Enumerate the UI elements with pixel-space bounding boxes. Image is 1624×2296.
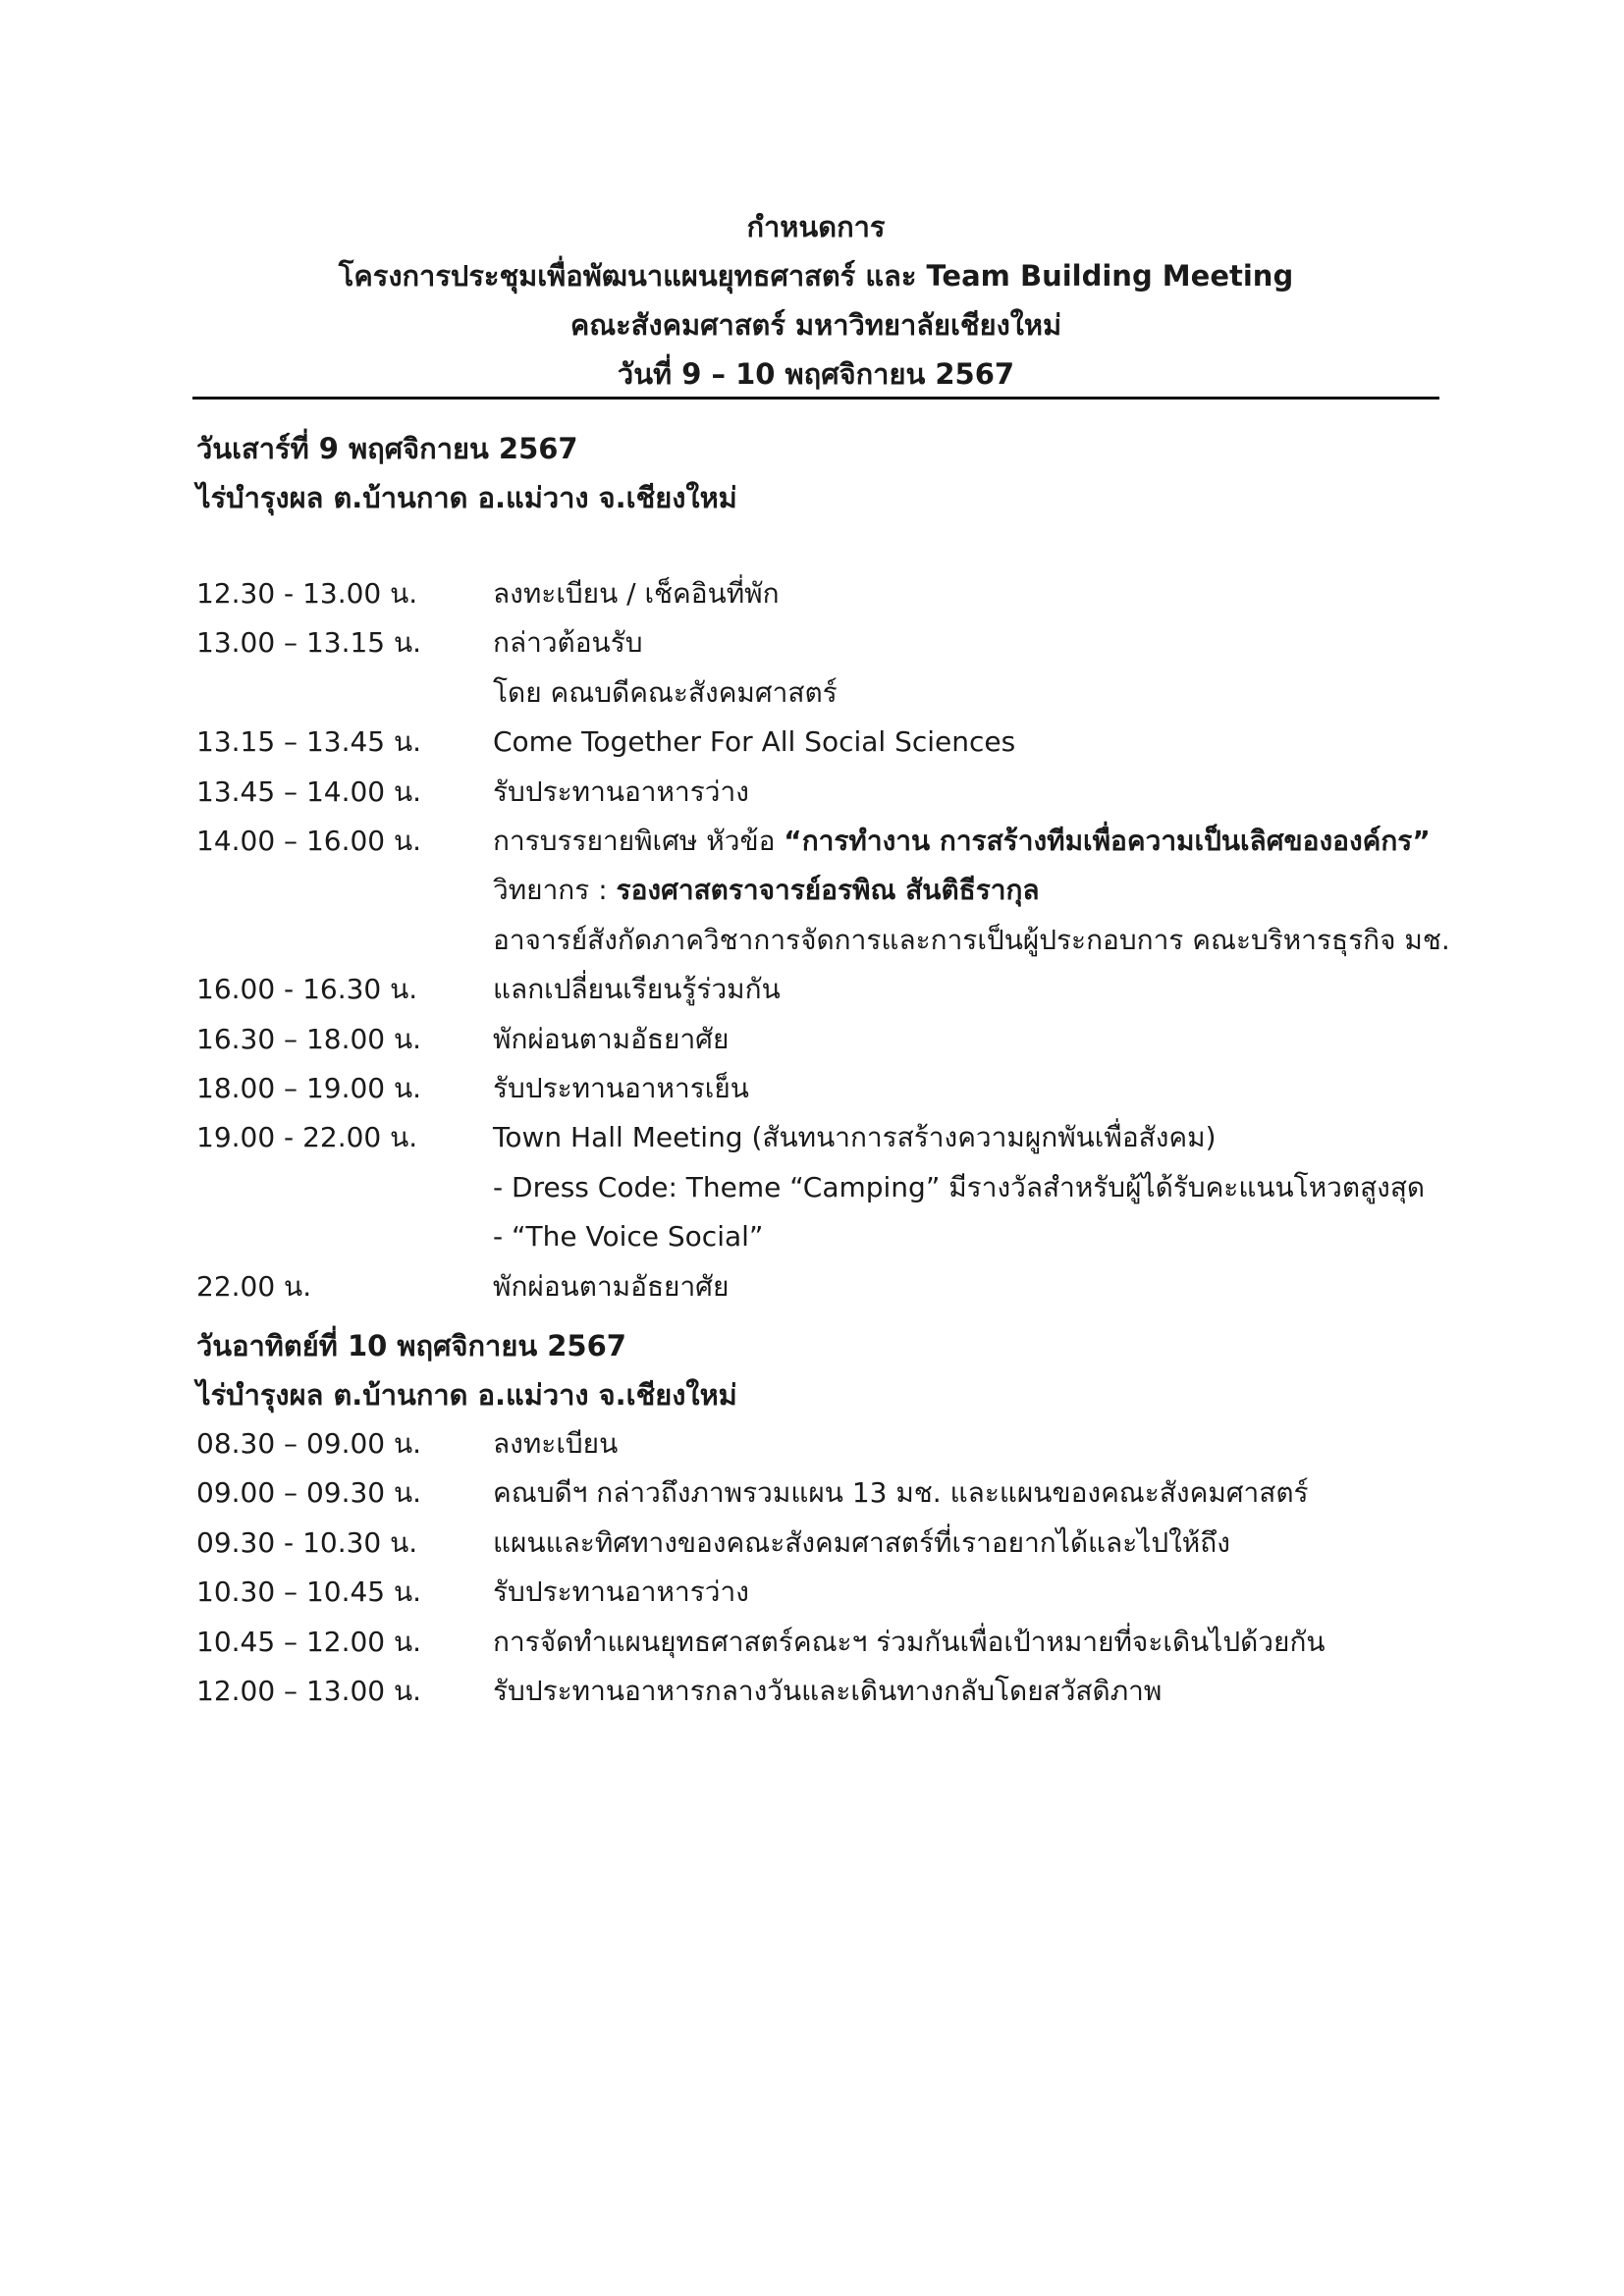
agenda-time: 13.15 – 13.45 น. <box>196 725 422 759</box>
agenda-description: ลงทะเบียน <box>493 1427 619 1460</box>
lecture-label: การบรรยายพิเศษ หัวข้อ <box>493 825 785 858</box>
agenda-description: แลกเปลี่ยนเรียนรู้ร่วมกัน <box>493 973 781 1006</box>
day1-section <box>196 424 1450 1311</box>
agenda-time: 14.00 – 16.00 น. <box>196 825 422 858</box>
day1-date: วันเสาร์ที่ 9 พฤศจิกายน 2567 <box>196 432 578 465</box>
agenda-row <box>196 817 1450 965</box>
header-divider <box>192 397 1439 400</box>
agenda-description: รับประทานอาหารเย็น <box>493 1072 749 1105</box>
header-dates: วันที่ 9 – 10 พฤศจิกายน 2567 <box>617 357 1015 391</box>
agenda-row <box>196 1468 1434 1518</box>
speaker-name: รองศาสตราจารย์อรพิณ สันติธีรากุล <box>616 874 1040 907</box>
header-project-name: โครงการประชุมเพื่อพัฒนาแผนยุทธศาสตร์ และ Team Building Meeting <box>338 259 1294 293</box>
agenda-description: แผนและทิศทางของคณะสังคมศาสตร์ที่เราอยากได้และไปให้ถึง <box>493 1525 1230 1559</box>
agenda-time: 13.00 – 13.15 น. <box>196 626 422 660</box>
agenda-description <box>493 817 1450 866</box>
agenda-time: 16.30 – 18.00 น. <box>196 1022 422 1055</box>
agenda-row <box>196 1568 1434 1617</box>
agenda-row <box>196 965 1434 1014</box>
agenda-time: 12.00 – 13.00 น. <box>196 1675 422 1708</box>
speaker-line <box>493 866 1450 915</box>
agenda-row <box>196 1262 1434 1311</box>
agenda-row <box>196 718 1434 767</box>
agenda-time: 08.30 – 09.00 น. <box>196 1427 422 1460</box>
agenda-row <box>196 1667 1434 1716</box>
agenda-time: 10.45 – 12.00 น. <box>196 1625 422 1658</box>
agenda-description: กล่าวต้อนรับ <box>493 626 643 660</box>
agenda-description-detail: - “The Voice Social” <box>493 1220 764 1254</box>
header-faculty: คณะสังคมศาสตร์ มหาวิทยาลัยเชียงใหม่ <box>569 308 1062 342</box>
agenda-time: 16.00 - 16.30 น. <box>196 973 418 1006</box>
agenda-description: พักผ่อนตามอัธยาศัย <box>493 1022 730 1055</box>
agenda-description: ลงทะเบียน / เช็คอินที่พัก <box>493 577 780 610</box>
agenda-description: พักผ่อนตามอัธยาศัย <box>493 1269 730 1303</box>
day1-agenda <box>196 569 1450 1311</box>
header-title: กำหนดการ <box>746 210 886 243</box>
agenda-description: คณบดีฯ กล่าวถึงภาพรวมแผน 13 มช. และแผนของคณะสังคมศาสตร์ <box>493 1476 1309 1510</box>
agenda-row <box>196 1519 1434 1568</box>
agenda-description-detail: โดย คณบดีคณะสังคมศาสตร์ <box>493 675 838 709</box>
speaker-affiliation: อาจารย์สังกัดภาควิชาการจัดการและการเป็นผู้ประกอบการ คณะบริหารธุรกิจ มช. <box>493 923 1450 956</box>
agenda-time: 13.45 – 14.00 น. <box>196 774 422 808</box>
day2-agenda <box>196 1419 1434 1716</box>
day2-section <box>196 1321 1434 1716</box>
agenda-time: 22.00 น. <box>196 1269 312 1303</box>
agenda-description: Town Hall Meeting (สันทนาการสร้างความผูกพันเพื่อสังคม) <box>493 1121 1217 1154</box>
agenda-description-detail: - Dress Code: Theme “Camping” มีรางวัลสำหรับผู้ได้รับคะแนนโหวตสูงสุด <box>493 1170 1426 1203</box>
agenda-time: 10.30 – 10.45 น. <box>196 1575 422 1609</box>
agenda-time: 18.00 – 19.00 น. <box>196 1072 422 1105</box>
agenda-description: การจัดทำแผนยุทธศาสตร์คณะฯ ร่วมกันเพื่อเป้าหมายที่จะเดินไปด้วยกัน <box>493 1625 1326 1658</box>
document-header <box>192 202 1439 399</box>
agenda-description: รับประทานอาหารว่าง <box>493 774 749 808</box>
agenda-row <box>196 569 1434 618</box>
agenda-row <box>196 768 1434 817</box>
agenda-description: Come Together For All Social Sciences <box>493 725 1016 759</box>
agenda-time: 12.30 - 13.00 น. <box>196 577 418 610</box>
agenda-row <box>196 1064 1434 1113</box>
agenda-time: 09.30 - 10.30 น. <box>196 1525 418 1559</box>
agenda-row <box>196 618 1434 718</box>
agenda-description: รับประทานอาหารว่าง <box>493 1575 749 1609</box>
day2-venue: ไร่บำรุงผล ต.บ้านกาด อ.แม่วาง จ.เชียงใหม่ <box>196 1378 737 1412</box>
agenda-time: 09.00 – 09.30 น. <box>196 1476 422 1510</box>
agenda-row <box>196 1015 1434 1064</box>
day2-date: วันอาทิตย์ที่ 10 พฤศจิกายน 2567 <box>196 1329 626 1362</box>
lecture-topic: “การทำงาน การสร้างทีมเพื่อความเป็นเลิศขององค์กร” <box>784 825 1431 858</box>
agenda-description: รับประทานอาหารกลางวันและเดินทางกลับโดยสวัสดิภาพ <box>493 1675 1163 1708</box>
agenda-row <box>196 1618 1434 1667</box>
speaker-label: วิทยากร : <box>493 874 617 907</box>
day1-venue: ไร่บำรุงผล ต.บ้านกาด อ.แม่วาง จ.เชียงใหม่ <box>196 481 737 514</box>
agenda-row <box>196 1419 1434 1468</box>
agenda-time: 19.00 - 22.00 น. <box>196 1121 418 1154</box>
agenda-row <box>196 1113 1434 1261</box>
